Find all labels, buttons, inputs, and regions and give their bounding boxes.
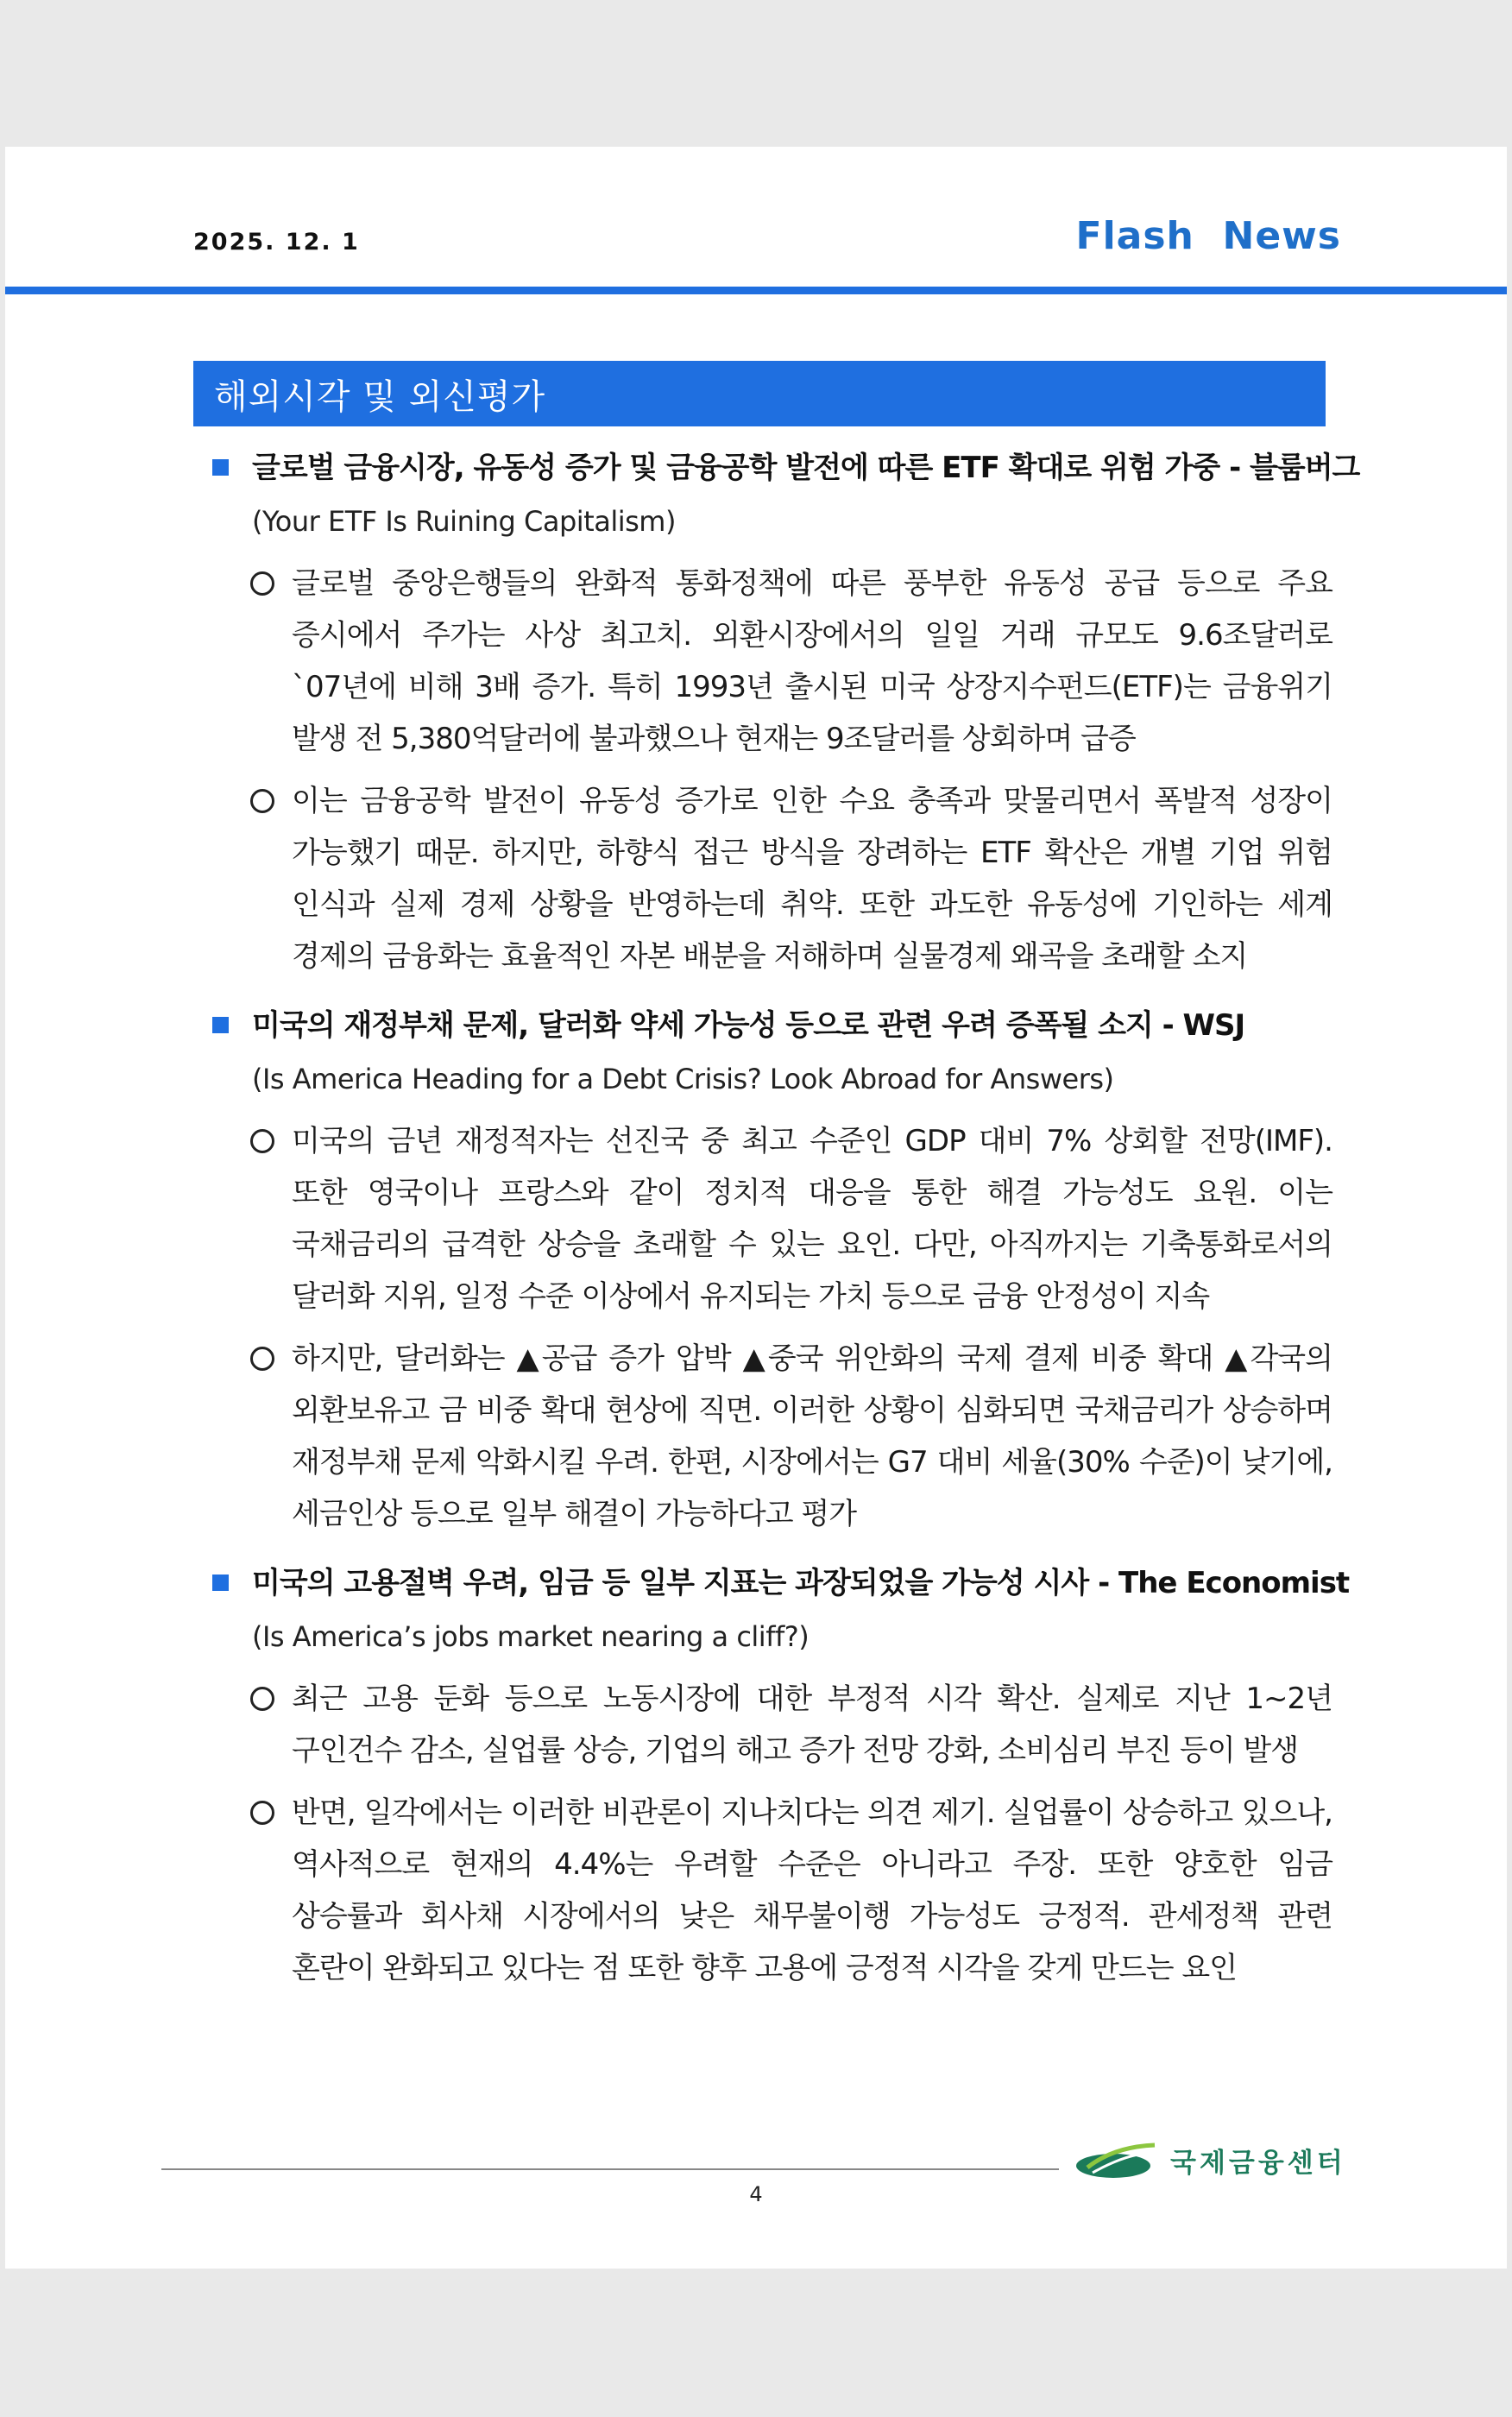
kcif-leaf-icon — [1075, 2142, 1160, 2180]
article-point — [202, 1787, 1332, 1994]
article-1 — [202, 442, 1360, 982]
point-text: 미국의 금년 재정적자는 선진국 중 최고 수준인 GDP 대비 7% 상회할 전망(IMF). 또한 영국이나 프랑스와 같이 정치적 대응을 통한 해결 가능성도 요원. 이는 국채금리의 급격한 상승을 초래할 수 있는 요인. 다만, 아직까지는 기축통화로서의 달러화 지위, 일정 수준 이상에서 유지되는 가치 등으로 금융 안정성이 지속 — [292, 1124, 1332, 1314]
article-subtitle: (Your ETF Is Ruining Capitalism) — [252, 505, 676, 538]
point-text: 글로벌 중앙은행들의 완화적 통화정책에 따른 풍부한 유동성 공급 등으로 주요 증시에서 주가는 사상 최고치. 외환시장에서의 일일 거래 규모도 9.6조달러로 `07년에 비해 3배 증가. 특히 1993년 출시된 미국 상장지수펀드(ETF)는 금융위기 발생 전 5,380억달러에 불과했으나 현재는 9조달러를 상회하며 급증 — [292, 566, 1332, 756]
section-banner — [193, 361, 1326, 426]
circle-bullet-icon — [250, 1687, 274, 1711]
article-headline: 글로벌 금융시장, 유동성 증가 및 금융공학 발전에 따른 ETF 확대로 위험 가중 - 블룸버그 — [252, 451, 1360, 485]
circle-bullet-icon — [250, 789, 274, 813]
page-number: 4 — [749, 2182, 763, 2206]
header-divider — [5, 287, 1507, 294]
article-subtitle: (Is America Heading for a Debt Crisis? Look Abroad for Answers) — [252, 1063, 1114, 1095]
footer-divider — [161, 2168, 1059, 2170]
article-subtitle: (Is America’s jobs market nearing a cliff?) — [252, 1620, 810, 1653]
point-text: 하지만, 달러화는 ▲공급 증가 압박 ▲중국 위안화의 국제 결제 비중 확대 ▲각국의 외환보유고 금 비중 확대 현상에 직면. 이러한 상황이 심화되면 국채금리가 상승하며 재정부채 문제 악화시킬 우려. 한편, 시장에서는 G7 대비 세율(30% 수준)이 낮기에, 세금인상 등으로 일부 해결이 가능하다고 평가 — [292, 1341, 1332, 1531]
logo-text: 국제금융센터 — [1170, 2148, 1346, 2179]
flash-news-title: Flash News — [1075, 214, 1341, 258]
article-headline: 미국의 재정부채 문제, 달러화 약세 가능성 등으로 관련 우려 증폭될 소지 - WSJ — [252, 1008, 1245, 1043]
article-3 — [202, 1557, 1350, 1994]
circle-bullet-icon — [250, 1347, 274, 1371]
article-headline-row — [202, 1557, 1350, 1611]
article-point — [202, 1333, 1332, 1540]
point-text: 최근 고용 둔화 등으로 노동시장에 대한 부정적 시각 확산. 실제로 지난 1~2년 구인건수 감소, 실업률 상승, 기업의 해고 증가 전망 강화, 소비심리 부진 등이 발생 — [292, 1682, 1332, 1768]
circle-bullet-icon — [250, 1801, 274, 1825]
article-headline-row — [202, 442, 1360, 495]
kcif-logo — [1075, 2141, 1346, 2180]
article-2 — [202, 1000, 1332, 1540]
square-bullet-icon — [212, 1575, 229, 1591]
report-date: 2025. 12. 1 — [193, 229, 360, 256]
square-bullet-icon — [212, 459, 229, 476]
article-point — [202, 775, 1332, 982]
article-point — [202, 1673, 1332, 1776]
point-text: 이는 금융공학 발전이 유동성 증가로 인한 수요 충족과 맞물리면서 폭발적 성장이 가능했기 때문. 하지만, 하향식 접근 방식을 장려하는 ETF 확산은 개별 기업 위험 인식과 실제 경제 상황을 반영하는데 취약. 또한 과도한 유동성에 기인하는 세계 경제의 금융화는 효율적인 자본 배분을 저해하며 실물경제 왜곡을 초래할 소지 — [292, 784, 1332, 974]
circle-bullet-icon — [250, 1129, 274, 1153]
article-headline: 미국의 고용절벽 우려, 임금 등 일부 지표는 과장되었을 가능성 시사 - The Economist — [252, 1566, 1350, 1600]
article-point — [202, 1115, 1332, 1322]
section-title: 해외시각 및 외신평가 — [214, 376, 546, 417]
article-point — [202, 558, 1332, 765]
article-headline-row — [202, 1000, 1332, 1053]
circle-bullet-icon — [250, 571, 274, 596]
document-page — [5, 147, 1507, 2269]
article-list — [202, 442, 1360, 2011]
square-bullet-icon — [212, 1017, 229, 1033]
point-text: 반면, 일각에서는 이러한 비관론이 지나치다는 의견 제기. 실업률이 상승하고 있으나, 역사적으로 현재의 4.4%는 우려할 수준은 아니라고 주장. 또한 양호한 임금 상승률과 회사채 시장에서의 낮은 채무불이행 가능성도 긍정적. 관세정책 관련 혼란이 완화되고 있다는 점 또한 향후 고용에 긍정적 시각을 갖게 만드는 요인 — [292, 1795, 1332, 1985]
